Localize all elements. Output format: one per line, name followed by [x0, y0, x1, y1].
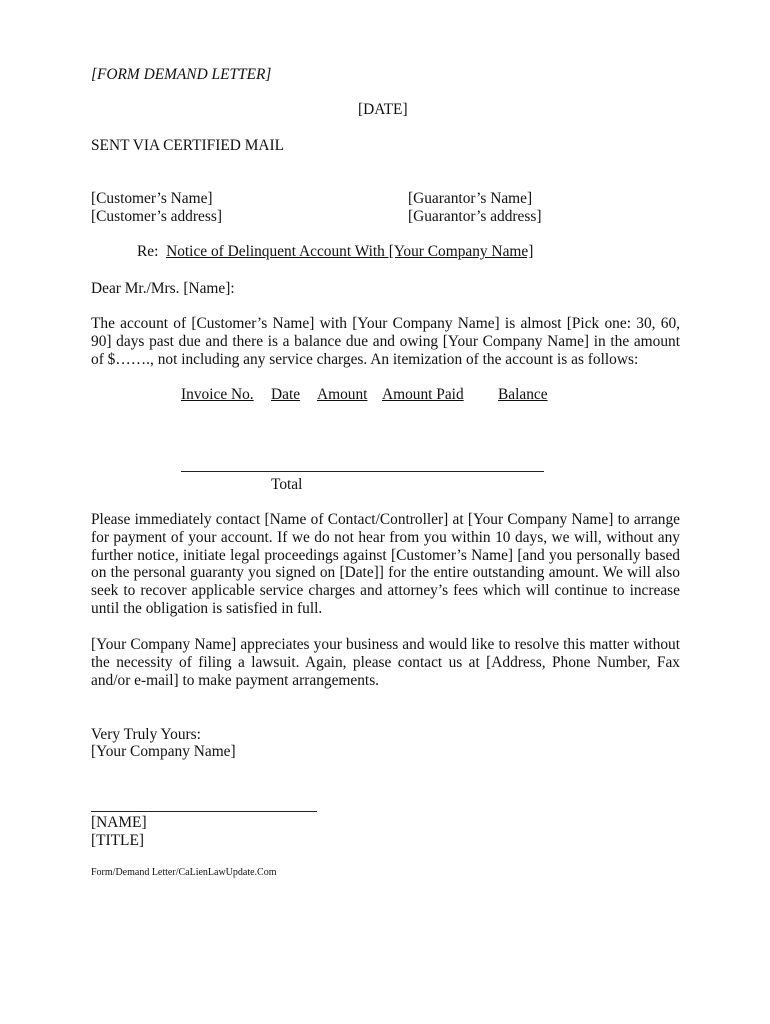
- paragraph-resolution: [Your Company Name] appreciates your business and would like to resolve this matter without the necessity of filing a lawsuit. Again, please contact us at [Address, Phone Number, Fax and/or e-mail] to make payment arrangements.: [91, 636, 680, 689]
- letter-date: [DATE]: [358, 101, 408, 118]
- re-line: [137, 243, 533, 261]
- footer-path: Form/Demand Letter/CaLienLawUpdate.Com: [91, 867, 277, 878]
- customer-name: [Customer’s Name]: [91, 190, 213, 207]
- signature-line: [91, 811, 317, 812]
- column-balance: Balance: [498, 386, 548, 403]
- column-amount: Amount: [317, 386, 368, 403]
- customer-address: [Customer’s address]: [91, 208, 222, 225]
- total-rule: [181, 471, 544, 472]
- form-title: [FORM DEMAND LETTER]: [91, 66, 272, 83]
- re-subject: Notice of Delinquent Account With [Your Company Name]: [166, 243, 534, 260]
- paragraph-account-status: The account of [Customer’s Name] with [Your Company Name] is almost [Pick one: 30, 60, 90] days past due and there is a balance due and owing [Your Company Name] in the amount of $……., not including any service charges. An itemization of the account is as follows:: [91, 315, 680, 368]
- total-label: Total: [271, 476, 303, 493]
- paragraph-demand: Please immediately contact [Name of Contact/Controller] at [Your Company Name] to arrange for payment of your account. If we do not hear from you within 10 days, we will, without any further notice, initiate legal proceedings against [Customer’s Name] [and you personally based on the personal guaranty you signed on [Date]] for the entire outstanding amount. We will also seek to recover applicable service charges and attorney’s fees which will continue to increase until the obligation is satisfied in full.: [91, 511, 680, 617]
- re-label: Re:: [137, 243, 159, 260]
- column-date: Date: [271, 386, 301, 403]
- delivery-method: SENT VIA CERTIFIED MAIL: [91, 137, 285, 154]
- valediction: Very Truly Yours:: [91, 726, 201, 743]
- column-amount-paid: Amount Paid: [382, 386, 464, 403]
- closing-company: [Your Company Name]: [91, 743, 236, 760]
- guarantor-address: [Guarantor’s address]: [408, 208, 542, 225]
- signer-name: [NAME]: [91, 814, 147, 831]
- column-invoice-no: Invoice No.: [181, 386, 254, 403]
- signer-title: [TITLE]: [91, 832, 144, 849]
- salutation: Dear Mr./Mrs. [Name]:: [91, 280, 235, 297]
- guarantor-name: [Guarantor’s Name]: [408, 190, 533, 207]
